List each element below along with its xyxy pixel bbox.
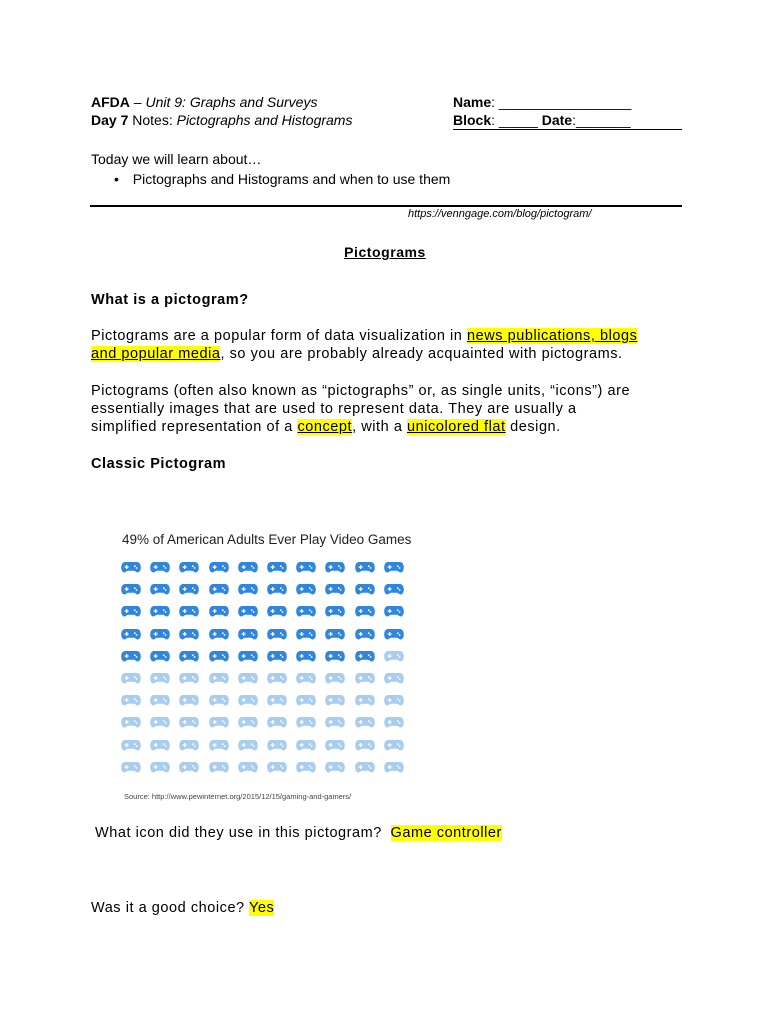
section-title: Pictograms bbox=[344, 244, 426, 260]
game-controller-icon-filled bbox=[325, 603, 345, 619]
intro-bullet-text: Pictographs and Histograms and when to use them bbox=[132, 171, 451, 187]
game-controller-icon-filled bbox=[179, 648, 199, 664]
game-controller-icon-empty bbox=[325, 759, 345, 775]
header-rule bbox=[453, 129, 682, 130]
game-controller-icon-filled bbox=[296, 603, 316, 619]
qa-item-1 bbox=[95, 824, 502, 842]
game-controller-icon-empty bbox=[238, 714, 258, 730]
game-controller-icon-filled bbox=[150, 559, 170, 575]
name-field bbox=[453, 93, 631, 111]
block-label: Block bbox=[453, 112, 492, 128]
game-controller-icon-empty bbox=[267, 737, 287, 753]
game-controller-icon-empty bbox=[150, 692, 170, 708]
game-controller-icon-empty bbox=[121, 670, 141, 686]
game-controller-icon-empty bbox=[179, 670, 199, 686]
game-controller-icon-empty bbox=[325, 692, 345, 708]
game-controller-icon-empty bbox=[355, 714, 375, 730]
game-controller-icon-filled bbox=[209, 603, 229, 619]
game-controller-icon-filled bbox=[384, 581, 404, 597]
game-controller-icon-empty bbox=[238, 692, 258, 708]
game-controller-icon-filled bbox=[209, 581, 229, 597]
para2-line-2: essentially images that are used to represent data. They are usually a bbox=[91, 401, 577, 417]
paragraph-1 bbox=[91, 327, 691, 363]
para1-highlight-2: and popular media bbox=[91, 346, 221, 362]
game-controller-icon-filled bbox=[267, 626, 287, 642]
qa-answer-1: Game controller bbox=[390, 825, 502, 841]
game-controller-icon-filled bbox=[238, 559, 258, 575]
para2-highlight-2: unicolored flat bbox=[407, 419, 506, 435]
game-controller-icon-filled bbox=[238, 603, 258, 619]
game-controller-icon-filled bbox=[121, 559, 141, 575]
game-controller-icon-empty bbox=[296, 759, 316, 775]
game-controller-icon-filled bbox=[121, 603, 141, 619]
game-controller-icon-empty bbox=[179, 692, 199, 708]
para2-line-1: Pictograms (often also known as “pictographs” or, as single units, “icons”) are bbox=[91, 383, 631, 399]
game-controller-icon-filled bbox=[296, 581, 316, 597]
game-controller-icon-empty bbox=[355, 670, 375, 686]
para1-text-2: , so you are probably already acquainted with pictograms. bbox=[220, 346, 623, 362]
game-controller-icon-empty bbox=[296, 670, 316, 686]
game-controller-icon-empty bbox=[238, 670, 258, 686]
game-controller-icon-filled bbox=[150, 626, 170, 642]
game-controller-icon-empty bbox=[179, 737, 199, 753]
qa-answer-2: Yes bbox=[249, 900, 275, 916]
game-controller-icon-filled bbox=[296, 559, 316, 575]
game-controller-icon-empty bbox=[209, 714, 229, 730]
paragraph-2 bbox=[91, 382, 691, 436]
game-controller-icon-filled bbox=[121, 626, 141, 642]
game-controller-icon-empty bbox=[325, 714, 345, 730]
game-controller-icon-empty bbox=[209, 692, 229, 708]
day-label: Day 7 bbox=[91, 112, 129, 128]
game-controller-icon-filled bbox=[179, 581, 199, 597]
game-controller-icon-empty bbox=[209, 737, 229, 753]
header-line-2 bbox=[91, 111, 352, 129]
game-controller-icon-filled bbox=[179, 603, 199, 619]
source-link[interactable]: https://venngage.com/blog/pictogram/ bbox=[408, 208, 592, 220]
qa-question-2: Was it a good choice? bbox=[91, 900, 245, 916]
game-controller-icon-empty bbox=[121, 759, 141, 775]
game-controller-icon-empty bbox=[267, 670, 287, 686]
game-controller-icon-filled bbox=[355, 581, 375, 597]
course-name: AFDA bbox=[91, 94, 130, 110]
game-controller-icon-empty bbox=[384, 670, 404, 686]
game-controller-icon-filled bbox=[238, 648, 258, 664]
pictogram-source: Source: http://www.pewinternet.org/2015/12/15/gaming-and-gamers/ bbox=[124, 792, 352, 801]
topic-title: Pictographs and Histograms bbox=[176, 112, 353, 128]
name-blank: : _________________ bbox=[491, 94, 632, 110]
game-controller-icon-filled bbox=[267, 648, 287, 664]
game-controller-icon-empty bbox=[325, 737, 345, 753]
game-controller-icon-empty bbox=[238, 759, 258, 775]
classic-pictogram-heading: Classic Pictogram bbox=[91, 456, 227, 472]
date-label: Date bbox=[541, 112, 573, 128]
block-blank: : _____ bbox=[491, 112, 542, 128]
game-controller-icon-filled bbox=[267, 559, 287, 575]
unit-title: Unit 9: Graphs and Surveys bbox=[145, 94, 318, 110]
date-blank: :_______ bbox=[572, 112, 631, 128]
qa-item-2 bbox=[91, 899, 274, 917]
game-controller-icon-empty bbox=[150, 714, 170, 730]
game-controller-icon-filled bbox=[121, 648, 141, 664]
name-label: Name bbox=[453, 94, 492, 110]
game-controller-icon-filled bbox=[325, 581, 345, 597]
notes-label: Notes: bbox=[128, 112, 177, 128]
game-controller-icon-filled bbox=[325, 559, 345, 575]
game-controller-icon-empty bbox=[384, 692, 404, 708]
game-controller-icon-filled bbox=[384, 626, 404, 642]
header-line-1 bbox=[91, 93, 317, 111]
bullet-icon: • bbox=[114, 171, 119, 187]
game-controller-icon-filled bbox=[296, 626, 316, 642]
game-controller-icon-filled bbox=[150, 603, 170, 619]
game-controller-icon-empty bbox=[267, 714, 287, 730]
game-controller-icon-empty bbox=[296, 737, 316, 753]
game-controller-icon-empty bbox=[384, 759, 404, 775]
game-controller-icon-empty bbox=[150, 737, 170, 753]
game-controller-icon-filled bbox=[150, 581, 170, 597]
section-divider bbox=[90, 205, 682, 207]
game-controller-icon-filled bbox=[121, 581, 141, 597]
game-controller-icon-filled bbox=[209, 648, 229, 664]
pictogram-title: 49% of American Adults Ever Play Video Games bbox=[122, 532, 412, 547]
game-controller-icon-filled bbox=[355, 626, 375, 642]
game-controller-icon-filled bbox=[384, 559, 404, 575]
intro-lead: Today we will learn about… bbox=[91, 151, 262, 167]
game-controller-icon-filled bbox=[267, 603, 287, 619]
game-controller-icon-filled bbox=[238, 626, 258, 642]
game-controller-icon-filled bbox=[150, 648, 170, 664]
game-controller-icon-empty bbox=[384, 648, 404, 664]
para2-text-3: design. bbox=[505, 419, 561, 435]
game-controller-icon-filled bbox=[355, 603, 375, 619]
game-controller-icon-empty bbox=[384, 714, 404, 730]
para2-text-1: simplified representation of a bbox=[91, 419, 298, 435]
para2-text-2: , with a bbox=[352, 419, 408, 435]
game-controller-icon-empty bbox=[121, 737, 141, 753]
game-controller-icon-filled bbox=[325, 648, 345, 664]
game-controller-icon-filled bbox=[179, 626, 199, 642]
game-controller-icon-empty bbox=[121, 692, 141, 708]
game-controller-icon-empty bbox=[296, 692, 316, 708]
game-controller-icon-filled bbox=[238, 581, 258, 597]
game-controller-icon-empty bbox=[238, 737, 258, 753]
block-date-field bbox=[453, 111, 631, 129]
game-controller-icon-empty bbox=[355, 759, 375, 775]
question-what-is-pictogram: What is a pictogram? bbox=[91, 292, 249, 308]
game-controller-icon-filled bbox=[355, 559, 375, 575]
game-controller-icon-filled bbox=[355, 648, 375, 664]
game-controller-icon-empty bbox=[384, 737, 404, 753]
game-controller-icon-filled bbox=[296, 648, 316, 664]
game-controller-icon-empty bbox=[179, 714, 199, 730]
game-controller-icon-empty bbox=[325, 670, 345, 686]
game-controller-icon-filled bbox=[384, 603, 404, 619]
game-controller-icon-empty bbox=[179, 759, 199, 775]
game-controller-icon-empty bbox=[355, 692, 375, 708]
game-controller-icon-empty bbox=[209, 670, 229, 686]
game-controller-icon-empty bbox=[209, 759, 229, 775]
game-controller-icon-filled bbox=[179, 559, 199, 575]
game-controller-icon-filled bbox=[209, 559, 229, 575]
header-dash: – bbox=[129, 94, 146, 110]
game-controller-icon-empty bbox=[150, 759, 170, 775]
para1-text-1: Pictograms are a popular form of data visualization in bbox=[91, 328, 468, 344]
game-controller-icon-filled bbox=[267, 581, 287, 597]
para2-highlight-1: concept bbox=[297, 419, 353, 435]
qa-question-1: What icon did they use in this pictogram? bbox=[95, 825, 382, 841]
game-controller-icon-empty bbox=[355, 737, 375, 753]
game-controller-icon-filled bbox=[209, 626, 229, 642]
para1-highlight-1: news publications, blogs bbox=[467, 328, 638, 344]
game-controller-icon-empty bbox=[267, 692, 287, 708]
intro-bullet-item bbox=[114, 170, 450, 188]
game-controller-icon-empty bbox=[150, 670, 170, 686]
game-controller-icon-filled bbox=[325, 626, 345, 642]
game-controller-icon-empty bbox=[121, 714, 141, 730]
game-controller-icon-empty bbox=[296, 714, 316, 730]
game-controller-icon-empty bbox=[267, 759, 287, 775]
